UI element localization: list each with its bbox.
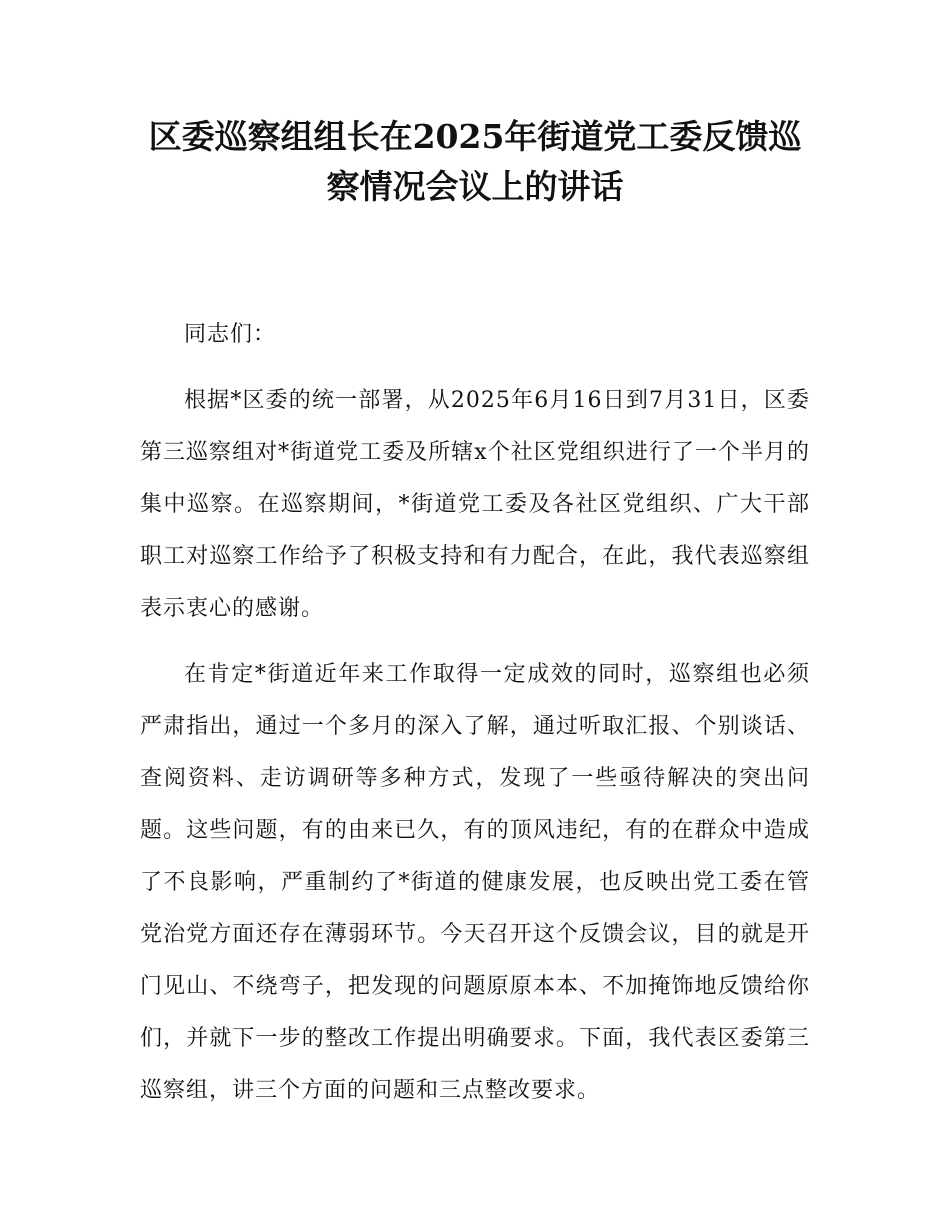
document-title bbox=[140, 112, 810, 212]
salutation: 同志们： bbox=[184, 322, 277, 347]
paragraph-2: 在肯定*街道近年来工作取得一定成效的同时，巡察组也必须严肃指出，通过一个多月的深入了解，通过听取汇报、个别谈话、查阅资料、走访调研等多种方式，发现了一些亟待解决的突出问题。这些问题，有的由来已久，有的顶风违纪，有的在群众中造成了不良影响，严重制约了*街道的健康发展，也反映出党工委在管党治党方面还存在薄弱环节。今天召开这个反馈会议，目的就是开门见山、不绕弯子，把发现的问题原原本本、不加掩饰地反馈给你们，并就下一步的整改工作提出明确要求。下面，我代表区委第三巡察组，讲三个方面的问题和三点整改要求。 bbox=[140, 662, 810, 1103]
title-line-2: 察情况会议上的讲话 bbox=[326, 167, 624, 206]
title-line-1: 区委巡察组组长在2025年街道党工委反馈巡 bbox=[148, 117, 802, 156]
paragraph-1: 根据*区委的统一部署，从2025年6月16日到7月31日，区委第三巡察组对*街道党工委及所辖x个社区党组织进行了一个半月的集中巡察。在巡察期间，*街道党工委及各社区党组织、广大干部职工对巡察工作给予了积极支持和有力配合，在此，我代表巡察组表示衷心的感谢。 bbox=[140, 388, 810, 621]
document-body bbox=[140, 309, 810, 1117]
